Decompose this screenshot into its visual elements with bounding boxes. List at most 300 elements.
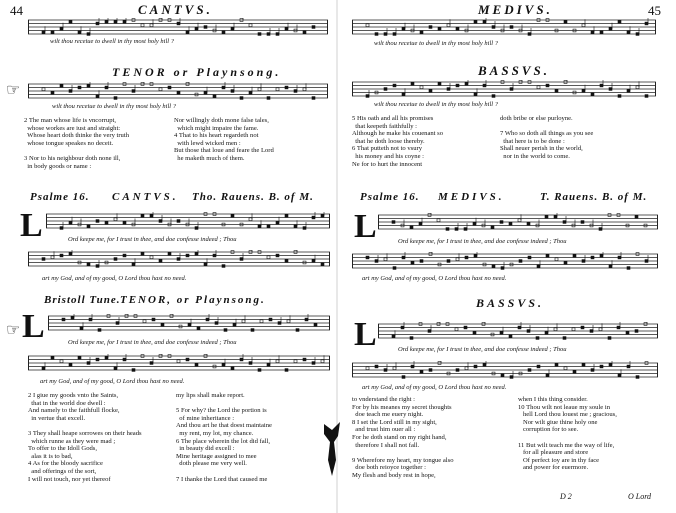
note-head	[384, 33, 387, 36]
drop-cap: L	[354, 316, 377, 353]
note-head	[582, 24, 585, 27]
note-head	[123, 221, 126, 224]
note-head	[222, 86, 225, 89]
note-head	[150, 256, 153, 259]
note-head	[222, 31, 225, 34]
note-head	[116, 322, 119, 325]
bassus-lyric: wilt thou receiue to dwell in thy most holy hill ?	[374, 101, 498, 108]
note-head	[420, 260, 423, 263]
note-head	[627, 365, 630, 368]
note-head	[215, 322, 218, 325]
note-head	[636, 33, 639, 36]
note-head	[141, 252, 144, 255]
note-head	[617, 326, 620, 329]
note-head	[420, 370, 423, 373]
note-head	[528, 256, 531, 259]
bassus2-staff-2	[352, 361, 658, 379]
catchword: O Lord	[628, 492, 652, 501]
note-head	[609, 363, 612, 366]
note-head	[69, 252, 72, 255]
note-head	[258, 88, 261, 91]
note-head	[222, 363, 225, 366]
note-head	[168, 86, 171, 89]
note-head	[269, 318, 272, 321]
note-head	[555, 363, 558, 366]
signature-mark: D 2	[560, 492, 572, 501]
note-head	[294, 360, 297, 363]
note-head	[600, 31, 603, 34]
note-head	[455, 328, 458, 331]
note-head	[501, 267, 504, 270]
psalm16-voice: MEDIVS.	[438, 191, 505, 203]
note-head	[564, 261, 567, 264]
note-head	[249, 362, 252, 365]
pointing-hand-icon: ☞	[6, 82, 21, 99]
note-head	[303, 358, 306, 361]
note-head	[599, 228, 602, 231]
note-head	[204, 26, 207, 29]
tenor-lyric: wilt thou receiue to dwell in thy most holy hill ?	[52, 103, 176, 110]
note-head	[600, 254, 603, 257]
note-head	[96, 265, 99, 268]
note-head	[483, 84, 486, 87]
note-head	[411, 82, 414, 85]
note-head	[420, 31, 423, 34]
note-head	[87, 84, 90, 87]
note-head	[87, 362, 90, 365]
bristoll-title: Bristoll Tune.	[44, 294, 121, 306]
note-head	[204, 263, 207, 266]
note-head	[96, 95, 99, 98]
note-head	[510, 88, 513, 91]
note-head	[123, 254, 126, 257]
cantus-staff	[28, 18, 328, 36]
note-head	[60, 254, 63, 257]
bassus2-lyric-1: Ord keepe me, for I trust in thee, and doe confesse indeed ; Thou	[398, 346, 567, 353]
bristoll-lyric-1: Ord keepe me, for I trust in thee, and doe confesse indeed ; Thou	[68, 339, 237, 346]
note-head	[554, 328, 557, 331]
page-number: 45	[648, 3, 661, 18]
note-head	[465, 367, 468, 370]
note-head	[87, 33, 90, 36]
note-head	[71, 316, 74, 319]
verses2-column-1: 2 I giue my goods vnto the Saints, that in the world doe dwell : And namely to the faithfull flocke, in vertue that excell. 3 They shall heape sorrowes on their heads which runne as they were mad ; To offer to the Idoll Gods, alas it is to bad, 4 As for the bloody sacrifice and offerings of the sort, I will not touch, nor yet thereof	[28, 392, 142, 483]
note-head	[98, 329, 101, 332]
note-head	[96, 22, 99, 25]
note-head	[392, 221, 395, 224]
note-head	[366, 367, 369, 370]
note-head	[51, 256, 54, 259]
note-head	[69, 20, 72, 23]
note-head	[492, 26, 495, 29]
note-head	[251, 329, 254, 332]
note-head	[401, 326, 404, 329]
note-head	[392, 335, 395, 338]
note-head	[518, 326, 521, 329]
note-head	[572, 328, 575, 331]
note-head	[402, 376, 405, 379]
note-head	[618, 20, 621, 23]
medius2-staff-2	[352, 252, 658, 270]
note-head	[510, 376, 513, 379]
note-head	[527, 222, 530, 225]
note-head	[303, 88, 306, 91]
note-head	[419, 222, 422, 225]
psalm16-title: Psalme 16.	[360, 191, 420, 203]
note-head	[600, 365, 603, 368]
note-head	[69, 363, 72, 366]
note-head	[105, 356, 108, 359]
note-head	[393, 33, 396, 36]
note-head	[195, 363, 198, 366]
note-head	[152, 318, 155, 321]
note-head	[581, 221, 584, 224]
bassus2-staff-1	[378, 322, 658, 340]
bassus2-header: BASSVS.	[476, 296, 545, 310]
verses2-column-1: to vnderstand the right : For by his meanes my secret thoughts doe teach me euery night. 8 I set the Lord still in my sight, and trust him ouer all : For he doth stand on my right hand, therefore I shall not fall. 9 Wherefore my heart, my tongue also doe both reioyce together : My flesh and body rest in hope,	[352, 396, 454, 479]
note-head	[465, 82, 468, 85]
bristoll-staff-1	[48, 314, 330, 332]
cantus-header: CANTVS.	[138, 2, 213, 17]
note-head	[545, 331, 548, 334]
note-head	[563, 337, 566, 340]
bassus2-lyric-2: art my God, and of my good, O Lord thou hast no need.	[362, 384, 507, 391]
note-head	[618, 374, 621, 377]
note-head	[473, 331, 476, 334]
note-head	[456, 84, 459, 87]
note-head	[384, 88, 387, 91]
note-head	[537, 86, 540, 89]
note-head	[87, 263, 90, 266]
note-head	[294, 90, 297, 93]
psalm16-cantus-staff-1	[46, 212, 330, 230]
bristoll-lyric-2: art my God, and of my good, O Lord thou hast no need.	[40, 378, 185, 385]
note-head	[60, 84, 63, 87]
note-head	[276, 33, 279, 36]
medius2-staff-1	[378, 213, 658, 231]
note-head	[636, 86, 639, 89]
note-head	[465, 256, 468, 259]
note-head	[186, 31, 189, 34]
note-head	[590, 330, 593, 333]
note-head	[411, 365, 414, 368]
note-head	[474, 20, 477, 23]
note-head	[123, 358, 126, 361]
note-head	[303, 227, 306, 230]
note-head	[240, 258, 243, 261]
note-head	[528, 369, 531, 372]
note-head	[177, 220, 180, 223]
note-head	[276, 221, 279, 224]
note-head	[159, 220, 162, 223]
note-head	[312, 216, 315, 219]
note-head	[69, 90, 72, 93]
note-head	[591, 93, 594, 96]
note-head	[437, 219, 440, 222]
note-head	[312, 362, 315, 365]
bristoll-staff-2	[28, 354, 330, 372]
note-head	[438, 27, 441, 30]
verses-column-1: 2 The man whose life is vncorrupt, whose workes are iust and straight: Whose heart doth thinke the very truth whose tongue speakes no deceit. 3 Nor to his neighbour doth none ill, in body goods or name :	[24, 117, 129, 170]
note-head	[42, 367, 45, 370]
note-head	[573, 370, 576, 373]
note-head	[224, 329, 227, 332]
note-head	[474, 93, 477, 96]
note-head	[420, 86, 423, 89]
note-head	[60, 27, 63, 30]
note-head	[204, 91, 207, 94]
note-head	[563, 221, 566, 224]
note-head	[285, 86, 288, 89]
note-head	[80, 327, 83, 330]
note-head	[464, 326, 467, 329]
note-head	[206, 318, 209, 321]
note-head	[62, 318, 65, 321]
note-head	[474, 365, 477, 368]
note-head	[600, 84, 603, 87]
note-head	[242, 320, 245, 323]
note-head	[105, 20, 108, 23]
note-head	[564, 367, 567, 370]
note-head	[260, 320, 263, 323]
note-head	[429, 369, 432, 372]
note-head	[384, 369, 387, 372]
psalm16-cantus-lyric-2: art my God, and of my good, O Lord thou hast no need.	[42, 275, 187, 282]
note-head	[294, 225, 297, 228]
note-head	[276, 88, 279, 91]
note-head	[618, 256, 621, 259]
note-head	[285, 259, 288, 262]
note-head	[177, 258, 180, 261]
note-head	[635, 330, 638, 333]
verses2-column-2: my lips shall make report. 5 For why? the Lord the portion is of mine inheritance : And thou art he that doest maintaine my rent, my lot, my chance. 6 The place wherein the lot did fall, in beauty did excell : Mine heritage assigned to mee doth please me very well. 7 I thanke the Lord that caused me	[176, 392, 272, 483]
note-head	[509, 222, 512, 225]
note-head	[375, 365, 378, 368]
note-head	[483, 363, 486, 366]
page-number: 44	[10, 3, 23, 18]
note-head	[591, 31, 594, 34]
note-head	[429, 26, 432, 29]
note-head	[438, 82, 441, 85]
note-head	[42, 258, 45, 261]
verses2-column-2: when I this thing consider. 10 Thou wilt not leaue my soule in hell Lord thou louest me ; gracious, Nor wilt giue thine holy one corruption for to see. 11 But wilt teach me the way of life, for all pleasure and store Of perfect ioy are in thy face and power for euermore.	[518, 396, 617, 472]
note-head	[78, 31, 81, 34]
note-head	[555, 258, 558, 261]
psalm16-title: Psalme 16.	[30, 191, 90, 203]
bristoll-voice: TENOR, or Playnsong.	[120, 294, 266, 306]
note-head	[609, 27, 612, 30]
note-head	[51, 91, 54, 94]
note-head	[96, 220, 99, 223]
note-head	[609, 265, 612, 268]
note-head	[446, 228, 449, 231]
note-head	[545, 215, 548, 218]
note-head	[143, 320, 146, 323]
note-head	[464, 228, 467, 231]
note-head	[287, 320, 290, 323]
note-head	[267, 225, 270, 228]
note-head	[132, 263, 135, 266]
note-head	[114, 97, 117, 100]
note-head	[573, 254, 576, 257]
note-head	[105, 221, 108, 224]
pointing-hand-icon: ☞	[6, 322, 21, 339]
note-head	[258, 369, 261, 372]
note-head	[249, 218, 252, 221]
note-head	[150, 24, 153, 27]
note-head	[267, 33, 270, 36]
note-head	[428, 330, 431, 333]
note-head	[258, 33, 261, 36]
note-head	[546, 254, 549, 257]
note-head	[410, 337, 413, 340]
note-head	[213, 95, 216, 98]
note-head	[627, 89, 630, 92]
note-head	[627, 31, 630, 34]
note-head	[186, 358, 189, 361]
bassus-staff	[352, 80, 656, 98]
medius-staff	[352, 18, 656, 36]
note-head	[456, 369, 459, 372]
note-head	[618, 95, 621, 98]
note-head	[411, 261, 414, 264]
note-head	[626, 331, 629, 334]
note-head	[51, 31, 54, 34]
note-head	[375, 260, 378, 263]
note-head	[312, 26, 315, 29]
note-head	[393, 367, 396, 370]
note-head	[51, 356, 54, 359]
note-head	[267, 97, 270, 100]
verses-column-1: 5 His oath and all his promises that keepeth faithfully : Although he make his couenant so that he doth loose thereby. 6 That putteth not to vsury his money and his coyne : Ne for to hurt the innocent	[352, 115, 444, 168]
note-head	[366, 24, 369, 27]
tenor-header: TENOR or Playnsong.	[112, 65, 282, 79]
note-head	[123, 20, 126, 23]
note-head	[285, 27, 288, 30]
cantus-lyric: wilt thou receiue to dwell in thy most holy hill ?	[50, 38, 174, 45]
note-head	[447, 24, 450, 27]
note-head	[366, 256, 369, 259]
note-head	[635, 215, 638, 218]
note-head	[78, 356, 81, 359]
note-head	[321, 214, 324, 217]
verses-column-2: doth bribe or else purloyne. 7 Who so doth all things as you see that here is to be done : Shall neuer perish in the world, nor in the world to come.	[500, 115, 594, 160]
note-head	[276, 360, 279, 363]
note-head	[278, 322, 281, 325]
right-page	[338, 0, 676, 513]
note-head	[500, 221, 503, 224]
verses-column-2: Nor willingly doth mone false tales, which might impaire the fame. 4 That to his heart regardeth not with lewd wicked men : But those that loue and feare the Lord he maketh much of them.	[174, 117, 274, 162]
note-head	[483, 20, 486, 23]
note-head	[296, 329, 299, 332]
note-head	[366, 95, 369, 98]
note-head	[546, 84, 549, 87]
note-head	[555, 89, 558, 92]
note-head	[42, 31, 45, 34]
note-head	[168, 252, 171, 255]
note-head	[159, 88, 162, 91]
note-head	[89, 318, 92, 321]
medius-lyric: wilt thou receiue to dwell in thy most holy hill ?	[374, 40, 498, 47]
note-head	[240, 97, 243, 100]
note-head	[240, 358, 243, 361]
note-head	[177, 91, 180, 94]
note-head	[500, 331, 503, 334]
note-head	[537, 365, 540, 368]
note-head	[42, 88, 45, 91]
note-head	[636, 376, 639, 379]
note-head	[78, 86, 81, 89]
ink-blot-mark	[318, 420, 346, 480]
note-head	[195, 252, 198, 255]
note-head	[501, 374, 504, 377]
note-head	[321, 360, 324, 363]
note-head	[314, 323, 317, 326]
note-head	[213, 254, 216, 257]
note-head	[161, 323, 164, 326]
note-head	[536, 337, 539, 340]
note-head	[231, 27, 234, 30]
note-head	[222, 265, 225, 268]
note-head	[492, 95, 495, 98]
note-head	[285, 214, 288, 217]
note-head	[546, 374, 549, 377]
note-head	[474, 254, 477, 257]
note-head	[527, 330, 530, 333]
note-head	[510, 26, 513, 29]
note-head	[402, 27, 405, 30]
note-head	[195, 227, 198, 230]
note-head	[582, 260, 585, 263]
note-head	[609, 88, 612, 91]
note-head	[528, 33, 531, 36]
note-head	[159, 259, 162, 262]
note-head	[114, 258, 117, 261]
note-head	[509, 335, 512, 338]
note-head	[60, 227, 63, 230]
note-head	[141, 24, 144, 27]
medius-header: MEDIVS.	[478, 2, 553, 17]
note-head	[455, 228, 458, 231]
note-head	[456, 258, 459, 261]
note-head	[114, 218, 117, 221]
note-head	[375, 33, 378, 36]
note-head	[114, 20, 117, 23]
note-head	[132, 90, 135, 93]
note-head	[564, 20, 567, 23]
note-head	[393, 267, 396, 270]
drop-cap: L	[20, 207, 43, 244]
note-head	[69, 221, 72, 224]
note-head	[447, 88, 450, 91]
note-head	[188, 323, 191, 326]
note-head	[410, 226, 413, 229]
note-head	[114, 367, 117, 370]
note-head	[267, 363, 270, 366]
note-head	[233, 323, 236, 326]
note-head	[402, 256, 405, 259]
psalm16-cantus-staff-2	[28, 250, 330, 268]
note-head	[492, 265, 495, 268]
note-head	[177, 22, 180, 25]
note-head	[267, 256, 270, 259]
note-head	[645, 260, 648, 263]
note-head	[645, 22, 648, 25]
note-head	[177, 360, 180, 363]
note-head	[186, 254, 189, 257]
note-head	[491, 226, 494, 229]
note-head	[105, 86, 108, 89]
